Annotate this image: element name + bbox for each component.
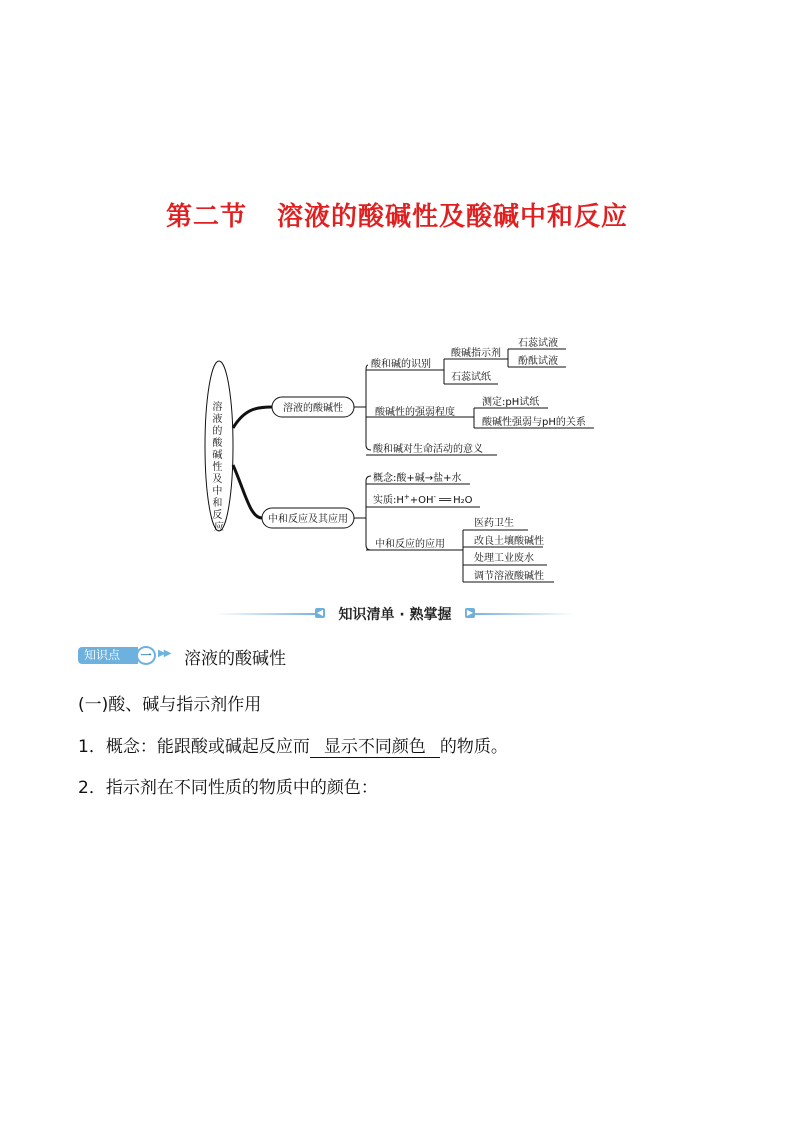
strength-label: 酸碱性的强弱程度 [375, 407, 455, 418]
indicator-label: 酸碱指示剂 [451, 348, 501, 359]
branch1-bracket [366, 365, 371, 450]
item-2-text: 2．指示剂在不同性质的物质中的颜色： [78, 778, 378, 798]
application-label: 中和反应的应用 [375, 539, 445, 550]
banner-line-left [215, 613, 315, 615]
root-char: 应 [214, 522, 224, 533]
root-char: 中 [212, 486, 223, 497]
knowledge-point-badge: 知识点 [78, 647, 138, 664]
litmus-label: 石蕊试液 [518, 338, 558, 349]
item-1 [78, 732, 508, 758]
knowledge-point-label: 溶液的酸碱性 [184, 649, 286, 669]
branch2-bracket [366, 476, 371, 550]
root-char: 酸 [212, 438, 223, 449]
root-char: 碱 [212, 450, 223, 461]
root-char: 和 [212, 498, 223, 509]
ph-measure-label: 测定:pH试纸 [482, 397, 540, 408]
essence-label: 实质:H++OH- ══ H₂O [373, 493, 473, 506]
item-1-suffix: 的物质。 [439, 737, 508, 757]
waste-label: 处理工业废水 [474, 553, 534, 564]
double-arrow-icon: ▶▶ [158, 648, 170, 659]
section-title: 溶液的酸碱性及酸碱中和反应 [277, 202, 629, 232]
section-banner [215, 602, 575, 626]
concept-map [0, 330, 794, 590]
root-char: 的 [212, 426, 223, 437]
root-char: 及 [212, 474, 223, 485]
root-arc-upper [233, 407, 272, 428]
right-arrow-icon: ▶ [466, 608, 474, 617]
item-2 [78, 773, 378, 798]
root-char: 性 [212, 462, 223, 473]
left-arrow-icon: ◀ [316, 608, 324, 617]
medicine-label: 医药卫生 [474, 518, 514, 529]
concept-label: 概念:酸+碱→盐+水 [373, 473, 462, 484]
branch2-label: 中和反应及其应用 [268, 514, 348, 525]
phenol-label: 酚酞试液 [518, 356, 558, 367]
branch1-label: 溶液的酸碱性 [283, 403, 343, 414]
section-number: 第二节 [165, 202, 247, 232]
root-char: 液 [212, 414, 223, 425]
subsection-heading: (一)酸、碱与指示剂作用 [78, 695, 262, 715]
ph-relation-label: 酸碱性强弱与pH的关系 [482, 417, 586, 428]
soil-label: 改良土壤酸碱性 [474, 536, 544, 547]
banner-title: 知识清单 · 熟掌握 [338, 607, 452, 623]
root-char: 溶 [212, 402, 223, 413]
litmus-paper-label: 石蕊试纸 [451, 372, 491, 383]
root-label [212, 400, 225, 533]
identify-label: 酸和碱的识别 [371, 359, 431, 370]
root-arc-lower [233, 465, 262, 518]
adjust-label: 调节溶液酸碱性 [474, 571, 544, 582]
life-label: 酸和碱对生命活动的意义 [373, 444, 483, 455]
item-1-prefix: 1．概念：能跟酸或碱起反应而 [78, 737, 310, 757]
page-title [0, 196, 794, 233]
knowledge-point-number: 一 [136, 646, 156, 665]
banner-line-right [475, 613, 575, 615]
item-1-answer: 显示不同颜色 [310, 732, 440, 758]
root-char: 反 [212, 510, 223, 521]
